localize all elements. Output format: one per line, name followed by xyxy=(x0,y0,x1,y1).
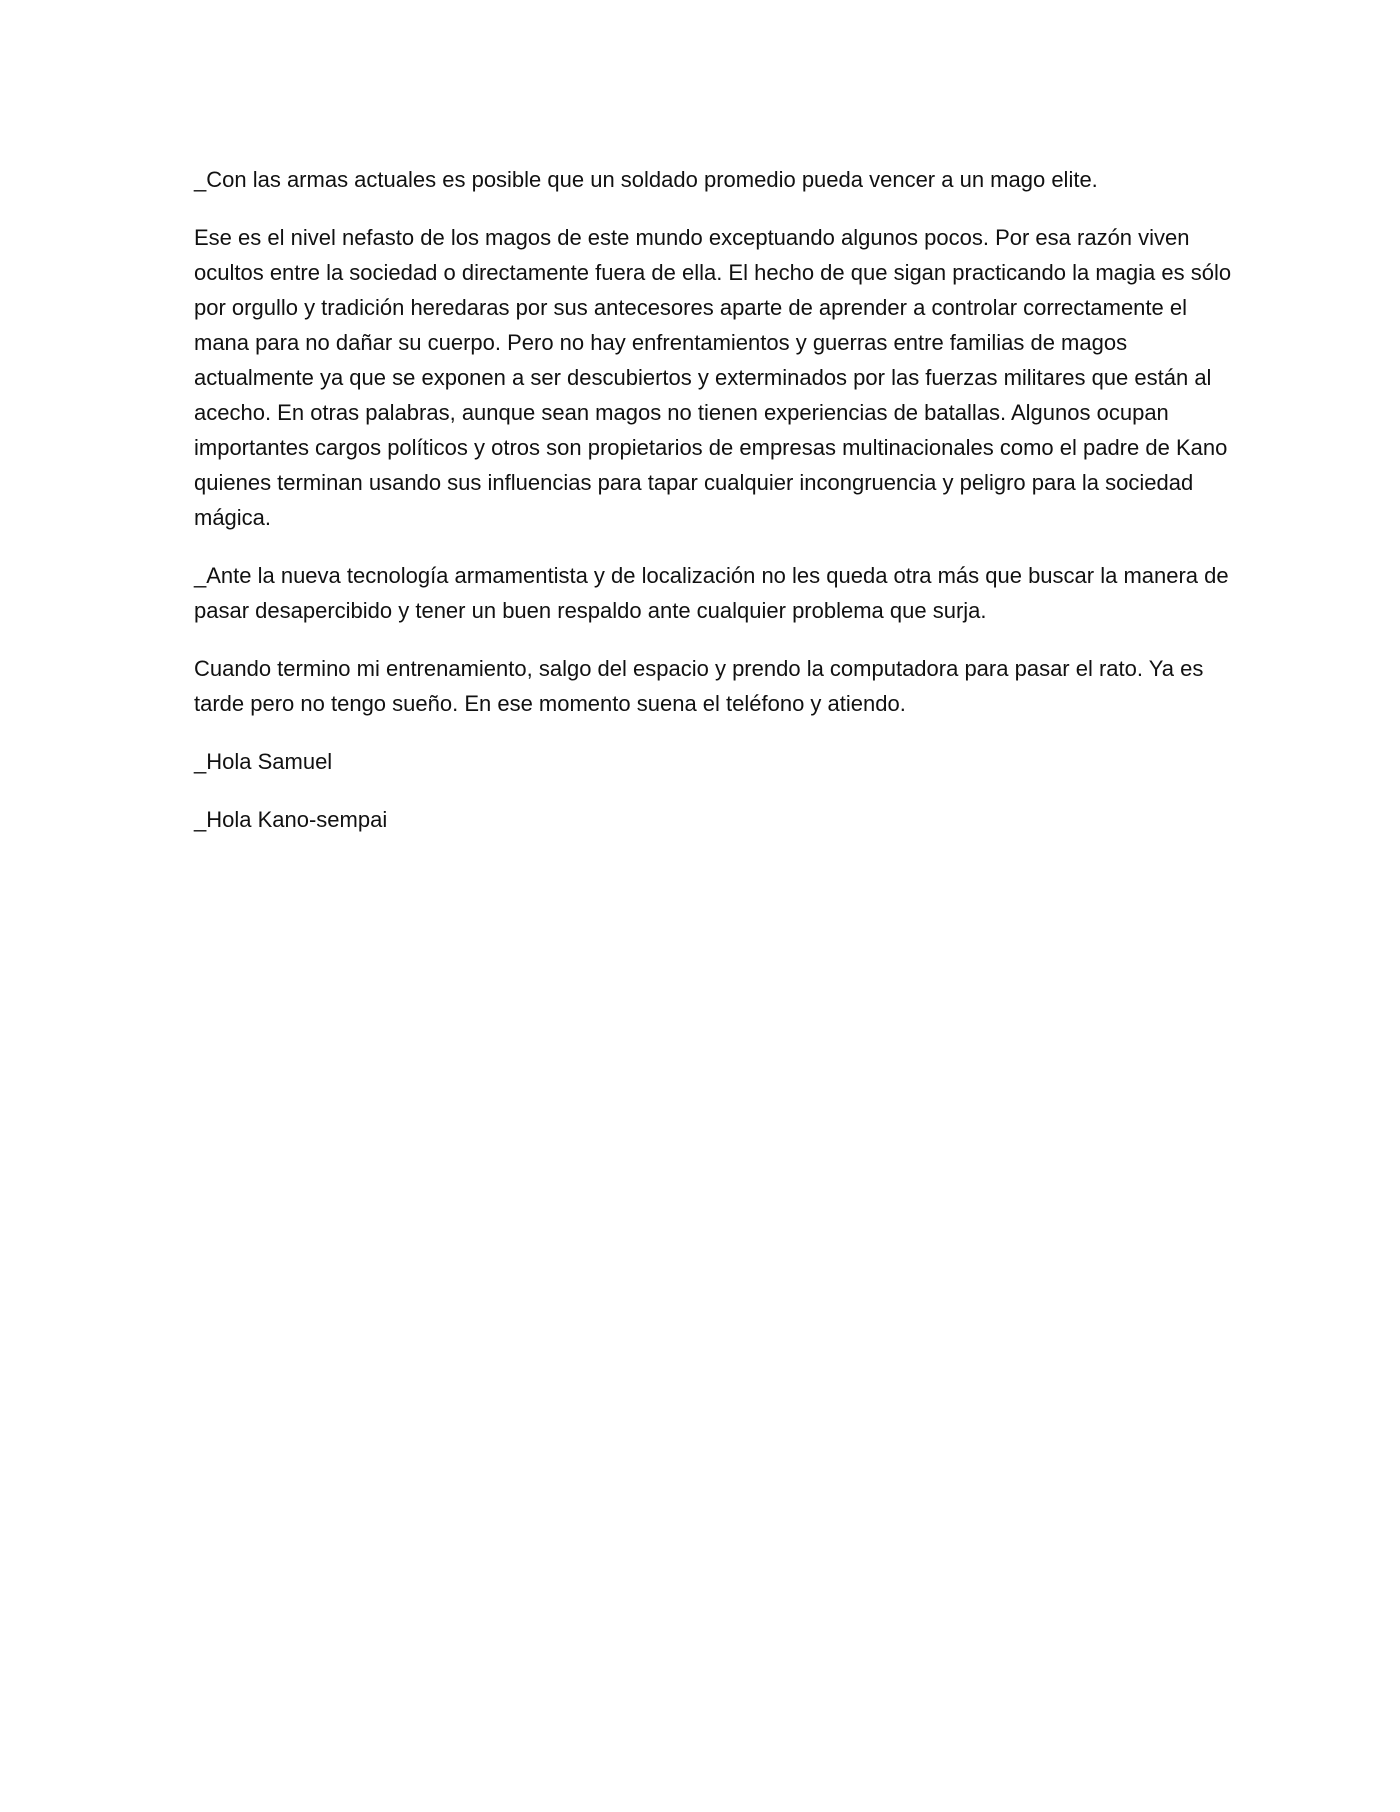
paragraph-6: _Hola Kano-sempai xyxy=(194,807,388,832)
paragraph-2: Ese es el nivel nefasto de los magos de este mundo exceptuando algunos pocos. Por esa razón viven ocultos entre la sociedad o directamente fuera de ella. El hecho de que sigan practicando la magia es sólo por orgullo y tradición heredaras por sus antecesores aparte de aprender a controlar correctamente el mana para no dañar su cuerpo. Pero no hay enfrentamientos y guerras entre familias de magos actualmente ya que se exponen a ser descubiertos y exterminados por las fuerzas militares que están al acecho. En otras palabras, aunque sean magos no tienen experiencias de batallas. Algunos ocupan importantes cargos políticos y otros son propietarios de empresas multinacionales como el padre de Kano quienes terminan usando sus influencias para tapar cualquier incongruencia y peligro para la sociedad mágica. xyxy=(194,225,1232,530)
paragraph-5: _Hola Samuel xyxy=(194,749,333,774)
paragraph-3: _Ante la nueva tecnología armamentista y de localización no les queda otra más que buscar la manera de pasar desapercibido y tener un buen respaldo ante cualquier problema que surja. xyxy=(194,563,1229,623)
paragraph-1: _Con las armas actuales es posible que un soldado promedio pueda vencer a un mago elite. xyxy=(194,167,1098,192)
paragraph-4: Cuando termino mi entrenamiento, salgo del espacio y prendo la computadora para pasar el rato. Ya es tarde pero no tengo sueño. En ese momento suena el teléfono y atiendo. xyxy=(194,656,1204,716)
document-body xyxy=(194,162,1234,860)
